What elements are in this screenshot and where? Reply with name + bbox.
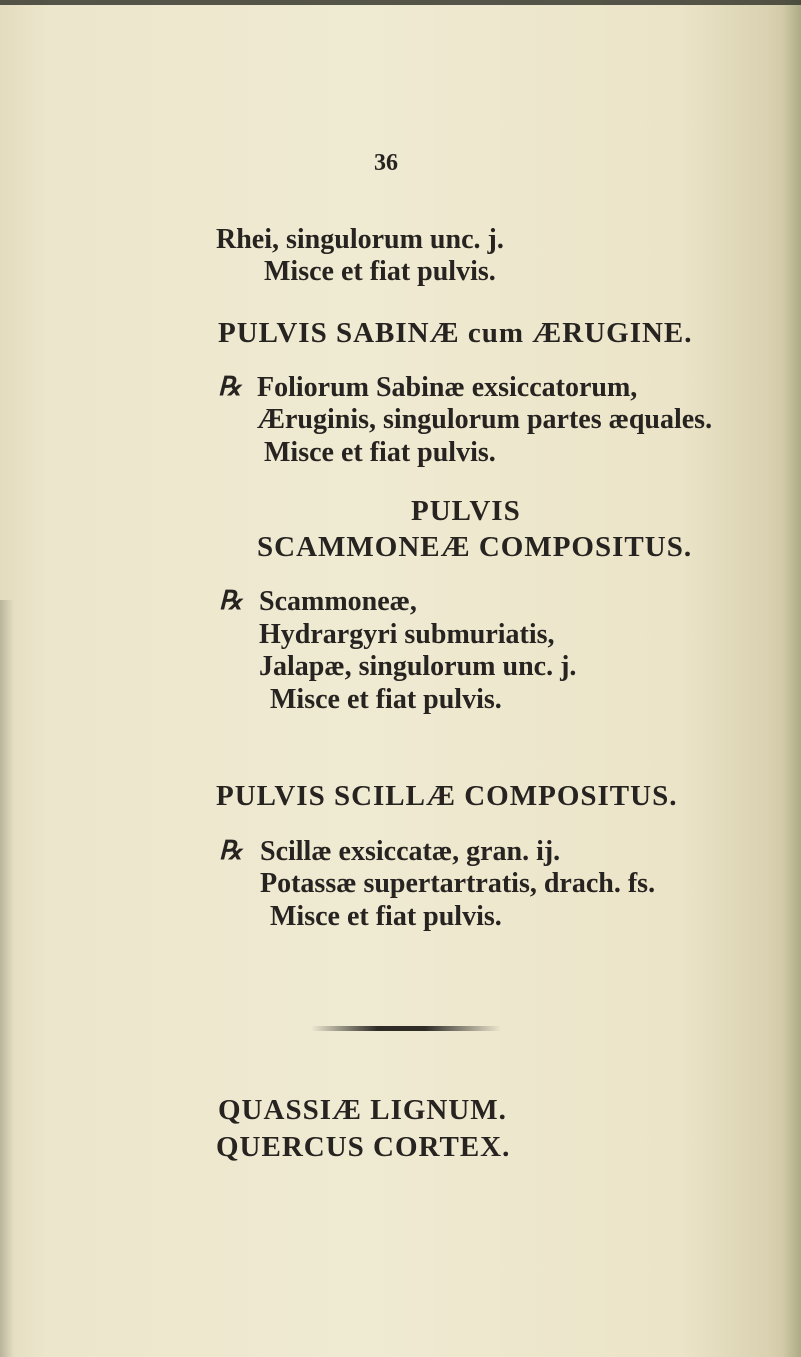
section-heading: PULVIS: [411, 495, 521, 527]
page-number: 36: [374, 150, 398, 176]
text-line: Misce et fiat pulvis.: [264, 256, 496, 287]
recipe-symbol: ℞: [218, 372, 242, 401]
text-line: Æruginis, singulorum partes æquales.: [257, 404, 713, 435]
text-line: Misce et fiat pulvis.: [270, 684, 502, 715]
text-line: Scammoneæ,: [259, 586, 417, 617]
text-line: Jalapæ, singulorum unc. j.: [259, 651, 577, 682]
section-heading: PULVIS SABINÆ cum ÆRUGINE.: [218, 317, 693, 349]
section-heading: QUERCUS CORTEX.: [216, 1131, 511, 1163]
top-edge: [0, 0, 801, 5]
page-spine-shadow: [0, 600, 14, 1357]
recipe-symbol: ℞: [219, 586, 243, 615]
section-heading: SCAMMONEÆ COMPOSITUS.: [257, 531, 693, 563]
page-edge-shadow: [783, 0, 801, 1357]
recipe-symbol: ℞: [219, 836, 243, 865]
text-line: Potassæ supertartratis, drach. fs.: [260, 868, 656, 899]
text-line: Hydrargyri submuriatis,: [259, 619, 555, 650]
text-line: Rhei, singulorum unc. j.: [216, 224, 504, 255]
text-line: Misce et fiat pulvis.: [264, 437, 496, 468]
text-line: Foliorum Sabinæ exsiccatorum,: [257, 372, 638, 403]
section-heading: PULVIS SCILLÆ COMPOSITUS.: [216, 780, 678, 812]
text-line: Scillæ exsiccatæ, gran. ij.: [260, 836, 561, 867]
section-heading: QUASSIÆ LIGNUM.: [218, 1094, 507, 1126]
ornamental-rule: [311, 1026, 501, 1031]
text-line: Misce et fiat pulvis.: [270, 901, 502, 932]
